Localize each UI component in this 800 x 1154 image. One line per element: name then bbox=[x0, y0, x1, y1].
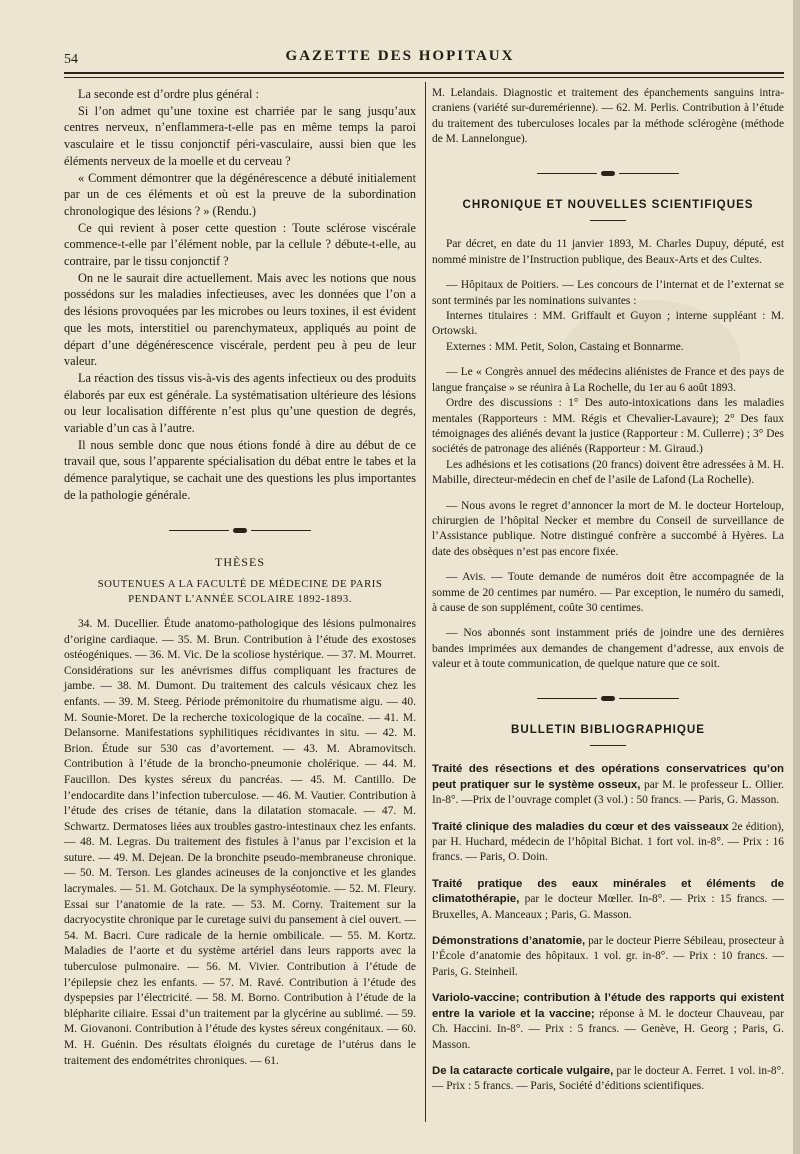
title-rule bbox=[590, 745, 626, 746]
book-title: Traité pratique des eaux minérales et éléments de climatothérapie, bbox=[432, 877, 784, 906]
paragraph: On ne le saurait dire actuellement. Mais avec les notions que nous possédons sur les maladies infectieuses, avec les données que l’on a des lésions provoquées par les microbes ou leurs toxines, il est évident que les mots, interstitiel ou parenchymateux, appliqués au point de départ d’une dégénérescence viscérale, perdent peu à peu de leur valeur. bbox=[64, 270, 416, 369]
book-entry bbox=[432, 1064, 784, 1095]
paragraph: La seconde est d’ordre plus général : bbox=[78, 87, 259, 101]
bulletin-title: BULLETIN BIBLIOGRAPHIQUE bbox=[510, 723, 706, 736]
book-details: par M. le professeur L. Ollier. In-8°. —Prix de l’ouvrage complet (3 vol.) : 50 francs. — Paris, G. Masson. bbox=[432, 778, 784, 807]
theses-subtitle-line: SOUTENUES A LA FACULTÉ DE MÉDECINE DE PARIS bbox=[97, 577, 383, 590]
header-rule bbox=[64, 72, 784, 74]
header-rule bbox=[64, 77, 784, 78]
paragraph: Il nous semble donc que nous étions fondé à dire au début de ce travail que, sous l’apparente spécialisation du débat entre le tabes et la démence paralytique, se cachait une des questions les plus importantes de la pathologie générale. bbox=[64, 437, 416, 502]
news-item: Ordre des discussions : 1° Des auto-intoxications dans les maladies mentales (Rapporteurs : MM. Régis et Chevalier-Lavaure); 2° Des faux témoignages des aliénés devant la justice (Rapporteur : M. Cullerre) ; 3° Des sociétés de patronage des aliénés (Rapporteur : M. Giraud.) bbox=[432, 397, 784, 456]
paragraph: Si l’on admet qu’une toxine est charriée par le sang jusqu’aux centres nerveux, n’enflammera-t-elle pas en même temps la paroi vasculaire et le tissu conjonctif péri-vasculaire, aussi bien que les éléments nerveux de la moelle et du cerveau ? bbox=[64, 103, 416, 168]
theses-list: 34. M. Ducellier. Étude anatomo-pathologique des lésions pulmonaires d’origine cardiaque. — 35. M. Brun. Contribution à l’étude des exostoses ostéogéniques. — 36. M. Vic. De la scoliose hystérique. — 37. M. Mourret. Considérations sur les anévrismes diffus compliquant les fractures de jambe. — 38. M. Dumont. Du traitement des calculs vésicaux chez les enfants. — 39. M. Steeg. Période prémonitoire du rhumatisme aigu. — 40. M. Sounie-Moret. De la recherche toxicologique de la cocaïne. — 41. M. Delansorne. Manifestations syphilitiques récidivantes in situ. — 42. M. Brion. Étude sur 530 cas d’avortement. — 43. M. Abramovitsch. Contribution à l’étude de la broncho-pneumonie cholérique. — 44. M. Faucillon. Des kystes séreux du pancréas. — 45. M. Cantillo. De l’endocardite dans l’infection tuberculose. — 46. M. Vautier. Contribution à l’étude des crises de tétanie, dans la dilatation stomacale. — 47. M. Schwartz. Dermatoses liées aux troubles gastro-intestinaux chez les enfants. — 48. M. Legras. Du traitement des fistules à l’anus par l’excision et la suture. — 49. M. Dejean. De la bronchite pseudo-membraneuse chronique. — 50. M. Terson. Les glandes acineuses de la conjonctive et les glandes lacrymales. — 51. M. Gotchaux. De la symphyséotomie. — 52. M. Fleury. Essai sur l’anatomie de la rate. — 53. M. Corny. Traitement sur la dacryocystite chronique par le curetage suivi du pansement à ciel ouvert. — 54. M. Bacri. Cure radicale de la hernie ombilicale. — 55. M. Kortz. Maladies de l’aorte et du système artériel dans leurs rapports avec la tuberculose pulmonaire. — 56. M. Vivier. Contribution à l’étude de l’épilepsie chez les enfants. — 57. M. Ravé. Contribution à l’étude des dyspepsies par l’électricité. — 58. M. Borno. Contribution à l’étude de la blépharite ciliaire. Essai d’un traitement par la glycérine au sublimé. — 59. M. Giovanoni. Contribution à l’étude des kystes séreux congénitaux. — 60. M. H. Guénin. Des résultats éloignés du curetage de l’utérus dans le traitement des endométrites chroniques. — 61. bbox=[64, 617, 416, 1067]
book-details: par le docteur A. Ferret. 1 vol. in-8°. — Prix : 5 francs. — Paris, Société d’éditions scientifiques. bbox=[432, 1064, 785, 1093]
section-ornament bbox=[432, 691, 784, 706]
book-title: De la cataracte corticale vulgaire, bbox=[432, 1064, 614, 1077]
book-details: réponse à M. le docteur Chauveau, par Ch. Haccini. In-8°. — Prix : 5 francs. — Genève, H. Georg ; Paris, G. Masson. bbox=[432, 1007, 785, 1051]
theses-subtitle bbox=[64, 577, 416, 607]
page-number: 54 bbox=[64, 52, 78, 67]
news-item: Les adhésions et les cotisations (20 francs) doivent être adressées à M. H. Mabille, directeur-médecin en chef de l’asile de Lafond (La Rochelle). bbox=[432, 458, 784, 487]
news-item: — Nos abonnés sont instamment priés de joindre une des dernières bandes imprimées aux demandes de changement d’adresse, aux envois de valeur et à toute communication, de quelque nature que ce soit. bbox=[432, 627, 784, 671]
book-title: Traité des résections et des opérations conservatrices qu’on peut pratiquer sur le système osseux, bbox=[432, 763, 784, 791]
theses-continued: M. Lelandais. Diagnostic et traitement des épanchements sanguins intra-craniens (variété sur-duremérienne). — 62. M. Perlis. Contribution à l’étude du traitement des tuberculoses locales par la méthode sclérogène (méthode de M. Lannelongue). bbox=[432, 87, 784, 146]
book-entry bbox=[432, 991, 784, 1053]
paragraph: « Comment démontrer que la dégénérescence a débuté initialement par un de ces éléments et où est la preuve de la subordination chronologique des lésions ? » (Rendu.) bbox=[64, 170, 416, 218]
news-item: Internes titulaires : MM. Griffault et Guyon ; interne suppléant : M. Ortowski. bbox=[432, 310, 784, 338]
section-ornament bbox=[432, 166, 784, 181]
book-details: par le docteur Mœller. In-8°. — Prix : 15 francs. — Bruxelles, A. Manceaux ; Paris, G. Masson. bbox=[432, 893, 784, 921]
section-ornament bbox=[64, 522, 416, 539]
theses-subtitle-line: PENDANT L’ANNÉE SCOLAIRE 1892-1893. bbox=[128, 592, 352, 605]
title-rule bbox=[590, 220, 626, 221]
book-entry bbox=[432, 934, 784, 980]
chronique-title: CHRONIQUE ET NOUVELLES SCIENTIFIQUES bbox=[462, 198, 754, 212]
book-details: par le docteur Pierre Sébileau, prosecteur à l’École d’anatomie des hôpitaux. 1 vol. gr. in-8°. — Prix : 10 francs. — Paris, G. Steinheil. bbox=[432, 935, 784, 978]
book-entry bbox=[432, 877, 784, 923]
news-item: — Nous avons le regret d’annoncer la mort de M. le docteur Horteloup, chirurgien de l’hôpital Necker et membre du Conseil de surveillance de l’Assistance publique. Notre distingué confrère a succombé à Hyères. La date des obsèques n’est pas encore fixée. bbox=[432, 499, 784, 558]
news-item: — Avis. — Toute demande de numéros doit être accompagnée de la somme de 20 centimes par numéro. — Par exception, le numéro du samedi, à cause de son supplément, coûte 30 centimes. bbox=[432, 571, 784, 614]
book-details: 2e édition), par H. Huchard, médecin de l’hôpital Bichat. 1 fort vol. in-8°. — Prix : 16 francs. — Paris, O. Doin. bbox=[432, 820, 784, 864]
book-entry bbox=[432, 820, 784, 866]
book-title: Démonstrations d’anatomie, bbox=[432, 935, 586, 948]
column-divider bbox=[425, 82, 426, 1122]
paragraph: La réaction des tissus vis-à-vis des agents infectieux ou des produits élaborés par eux est générale. La systématisation ultérieure des lésions ou leur localisation différente n’est plus qu’une question de degrés, variable d’un cas à l’autre. bbox=[64, 370, 416, 436]
news-item: Par décret, en date du 11 janvier 1893, M. Charles Dupuy, député, est nommé ministre de l’Instruction publique, des Beaux-Arts et des Cultes. bbox=[432, 238, 784, 266]
book-entry bbox=[432, 762, 784, 808]
book-title: Traité clinique des maladies du cœur et des vaisseaux bbox=[432, 820, 729, 833]
right-column bbox=[432, 86, 784, 1106]
running-head: GAZETTE DES HOPITAUX bbox=[285, 48, 515, 64]
book-title: Variolo-vaccine; contribution à l’étude des rapports qui existent entre la variole et la vaccine; bbox=[432, 992, 784, 1020]
theses-title: THÈSES bbox=[214, 555, 265, 570]
left-column bbox=[64, 86, 416, 1069]
news-item: — Hôpitaux de Poitiers. — Les concours de l’internat et de l’externat se sont terminés par les nominations suivantes : bbox=[432, 279, 784, 307]
paragraph: Ce qui revient à poser cette question : Toute sclérose viscérale commence-t-elle par l’élément noble, par la cellule ? débute-t-elle, au contraire, par le tissu conjonctif ? bbox=[64, 220, 416, 269]
page-edge bbox=[793, 0, 800, 1154]
news-item: — Le « Congrès annuel des médecins aliénistes de France et des pays de langue française » se réunira à La Rochelle, du 1er au 6 août 1893. bbox=[432, 366, 784, 394]
news-item: Externes : MM. Petit, Solon, Castaing et Bonnarme. bbox=[446, 340, 684, 353]
